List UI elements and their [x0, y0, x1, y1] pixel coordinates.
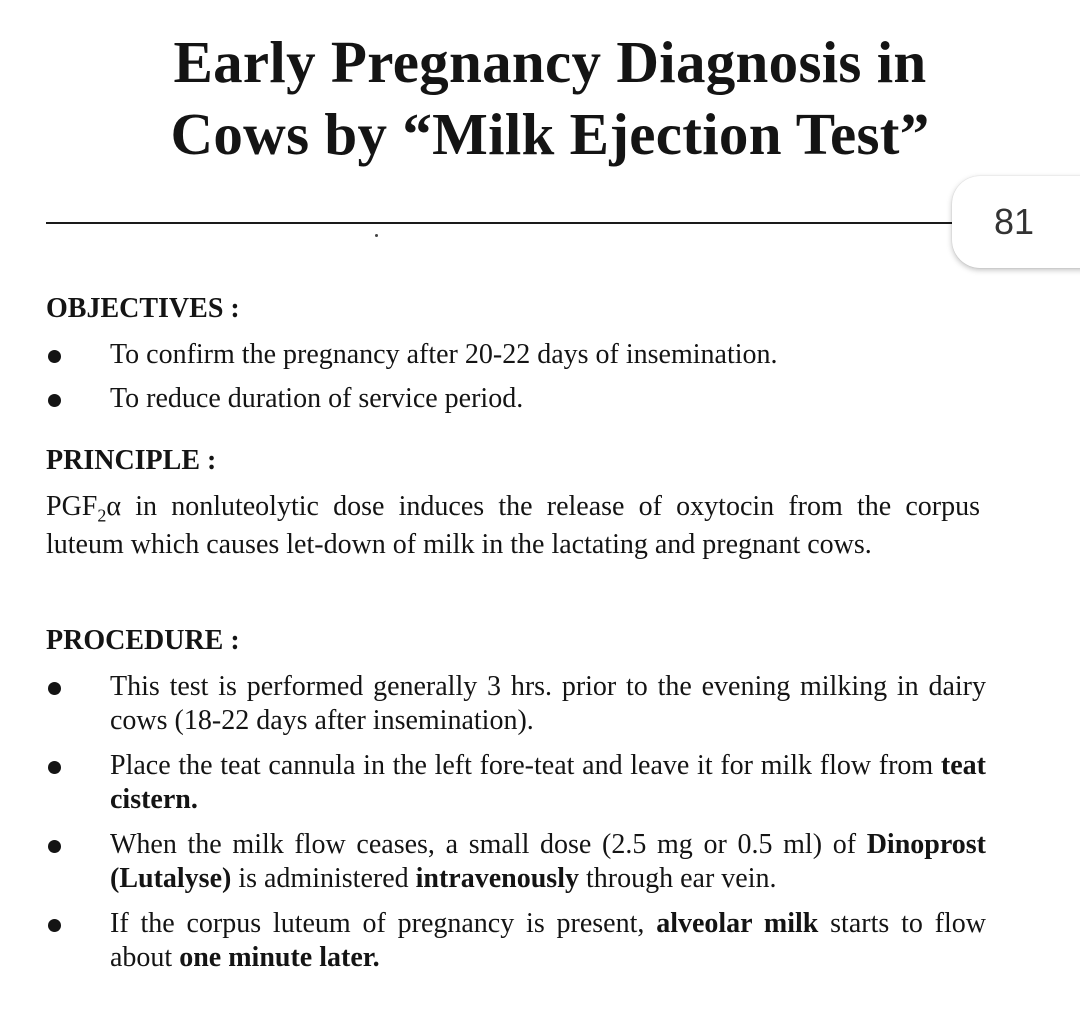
procedure-heading: PROCEDURE :	[46, 625, 240, 656]
document-title	[100, 26, 1000, 170]
principle-body: α in nonluteolytic dose induces the release of oxytocin from the corpus luteum which causes let-down of milk in the lactating and pregnant cows.	[46, 491, 980, 560]
list-item	[46, 907, 986, 975]
procedure-step-1: This test is performed generally 3 hrs. prior to the evening milking in dairy cows (18-22 days after insemination).	[110, 671, 986, 736]
title-line-2: Cows by “Milk Ejection Test”	[170, 101, 930, 167]
step-text: is administered	[231, 863, 416, 894]
procedure-step-4	[110, 907, 986, 975]
objectives-list	[46, 338, 986, 416]
procedure-list	[46, 670, 986, 975]
scan-speck	[375, 234, 378, 237]
step-text: Place the teat cannula in the left fore-teat and leave it for milk flow from	[110, 750, 941, 781]
objective-text: To confirm the pregnancy after 20-22 days of insemination.	[110, 339, 778, 370]
step-text: through ear vein.	[578, 863, 777, 894]
procedure-step-3	[110, 828, 986, 896]
bullet-icon	[48, 394, 61, 407]
step-bold-text: intravenously	[415, 863, 579, 894]
list-item	[46, 670, 986, 738]
principle-text	[46, 488, 980, 564]
principle-heading: PRINCIPLE :	[46, 445, 217, 476]
objectives-heading: OBJECTIVES :	[46, 293, 240, 324]
step-text: starts to flow about	[110, 908, 986, 973]
step-text: When the milk flow ceases, a small dose (2.5 mg or 0.5 ml) of	[110, 829, 867, 860]
list-item	[46, 338, 986, 372]
step-bold-text: Dinoprost (Lutalyse)	[110, 829, 986, 894]
list-item	[46, 828, 986, 896]
bullet-icon	[48, 682, 61, 695]
list-item	[46, 382, 986, 416]
list-item	[46, 749, 986, 817]
bullet-icon	[48, 840, 61, 853]
step-bold-text: teat cistern.	[110, 750, 986, 815]
step-text: If the corpus luteum of pregnancy is present,	[110, 908, 657, 939]
step-bold-text: alveolar milk	[656, 908, 819, 939]
title-divider	[46, 222, 958, 224]
bullet-icon	[48, 919, 61, 932]
bullet-icon	[48, 761, 61, 774]
page-number: 81	[994, 201, 1035, 242]
objective-text: To reduce duration of service period.	[110, 383, 524, 414]
title-line-1: Early Pregnancy Diagnosis in	[173, 29, 927, 95]
principle-subscript: 2	[97, 505, 107, 526]
step-bold-text: one minute later.	[179, 942, 380, 973]
principle-prefix: PGF	[46, 491, 98, 522]
bullet-icon	[48, 350, 61, 363]
page-number-badge	[952, 176, 1080, 268]
procedure-step-2	[110, 749, 986, 817]
